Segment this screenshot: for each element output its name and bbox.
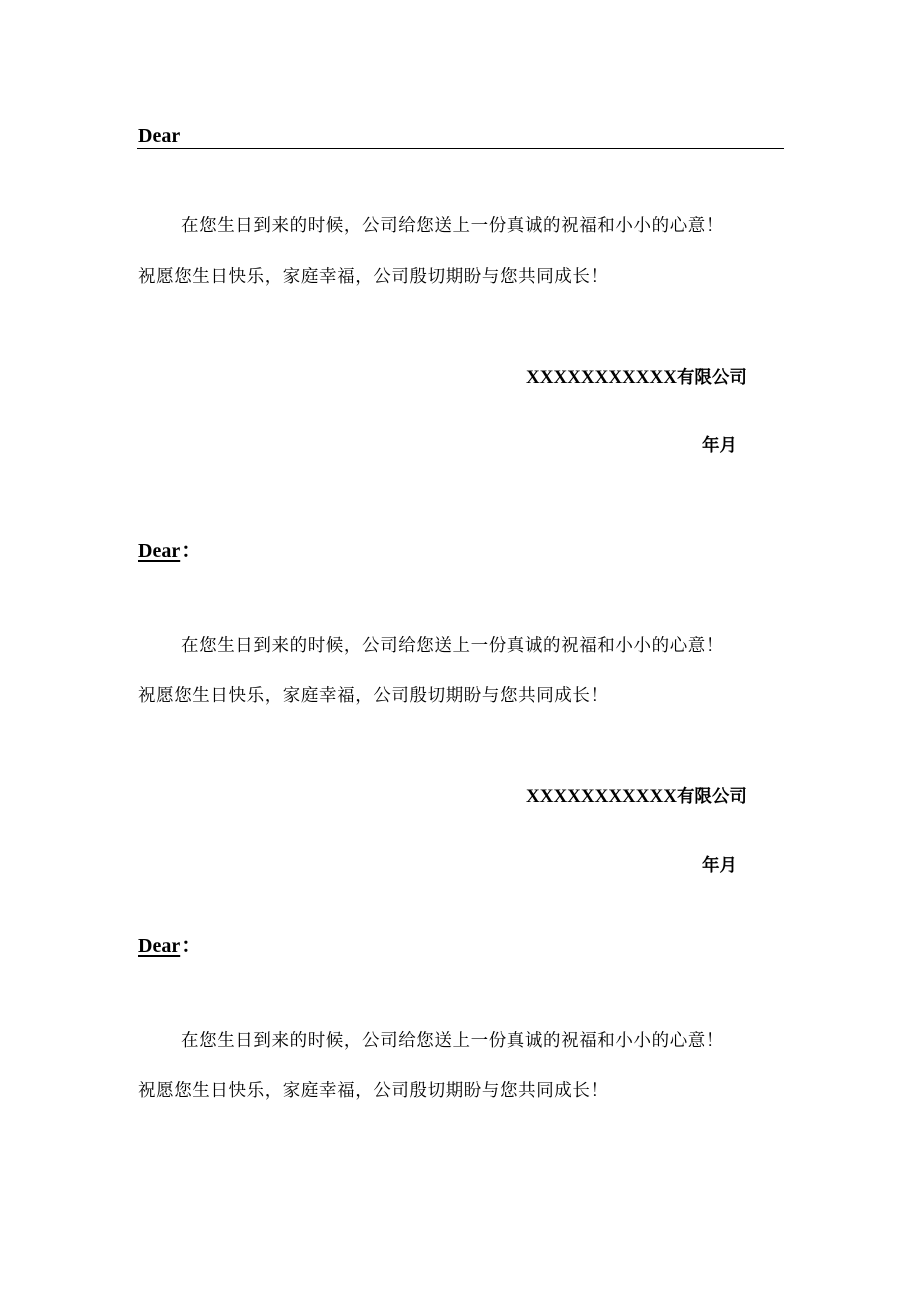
salutation-3 <box>138 933 201 959</box>
company-suffix: 有限公司 <box>676 787 747 807</box>
letter-1-company <box>526 366 747 390</box>
salutation-colon: ： <box>181 935 202 957</box>
salutation-word: Dear <box>138 540 181 562</box>
company-suffix: 有限公司 <box>676 368 747 388</box>
company-name-x: XXXXXXXXXXX <box>526 367 677 388</box>
letter-3-line-2: 祝愿您生日快乐，家庭幸福，公司殷切期盼与您共同成长！ <box>138 1081 609 1101</box>
letter-3-line-1: 在您生日到来的时候，公司给您送上一份真诚的祝福和小小的心意！ <box>181 1031 724 1051</box>
company-name-x: XXXXXXXXXXX <box>526 786 677 807</box>
letter-1-line-2: 祝愿您生日快乐，家庭幸福，公司殷切期盼与您共同成长！ <box>138 267 609 287</box>
letter-2-company <box>526 785 747 809</box>
salutation-word: Dear <box>138 935 181 957</box>
letter-1-line-1: 在您生日到来的时候，公司给您送上一份真诚的祝福和小小的心意！ <box>181 216 724 236</box>
salutation-colon: ： <box>181 540 202 562</box>
salutation-2 <box>138 538 201 564</box>
letter-1-date: 年月 <box>702 436 737 456</box>
letter-2-line-2: 祝愿您生日快乐，家庭幸福，公司殷切期盼与您共同成长！ <box>138 686 609 706</box>
salutation-rule <box>137 148 784 149</box>
letter-2-date: 年月 <box>702 856 737 876</box>
salutation-1: Dear <box>138 125 181 147</box>
letter-2-line-1: 在您生日到来的时候，公司给您送上一份真诚的祝福和小小的心意！ <box>181 636 724 656</box>
